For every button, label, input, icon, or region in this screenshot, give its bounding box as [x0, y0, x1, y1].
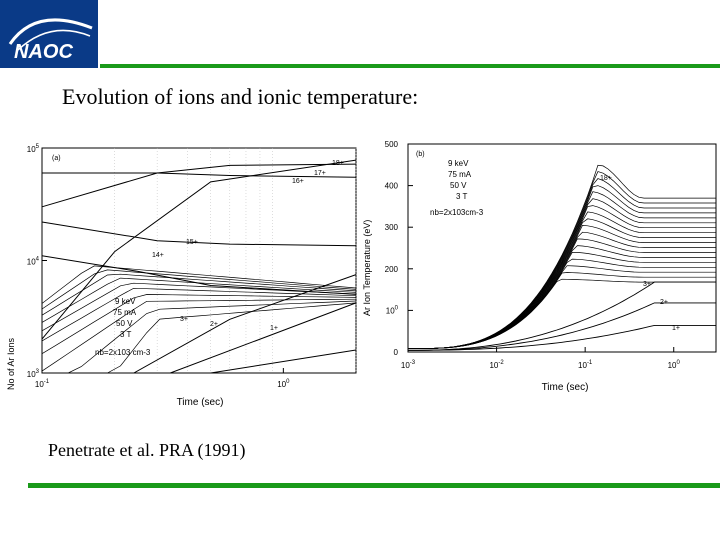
- param-energy: 9 keV: [115, 297, 136, 306]
- y-axis-label: Ar Ion Temperature (eV): [362, 219, 372, 316]
- series-line: [408, 266, 716, 349]
- series-line-intermediate: [42, 288, 356, 341]
- grid: [115, 148, 356, 373]
- series-line-16plus: [42, 173, 356, 177]
- series-line-1plus: [42, 350, 356, 373]
- series-line-intermediate: [42, 295, 356, 354]
- series-label-15: 15+: [186, 239, 198, 246]
- series-label-16: 16+: [292, 178, 304, 185]
- series-labels: [600, 175, 680, 332]
- series-line: [408, 199, 716, 349]
- naoc-logo: [0, 0, 98, 68]
- series-label-14: 14+: [152, 252, 164, 259]
- panel-label: (a): [52, 155, 61, 162]
- y-tick-label: $10^5$: [26, 144, 39, 154]
- series-label-2: 2+: [210, 321, 218, 328]
- param-voltage: 50 V: [450, 181, 467, 190]
- series-label-18: 18+: [332, 160, 344, 167]
- x-tick-label: $10^{-3}$: [400, 360, 416, 370]
- param-density: nb=2x103cm-3: [430, 208, 484, 217]
- param-density: nb=2x103 cm-3: [95, 348, 151, 357]
- series-line-3plus: [408, 282, 716, 350]
- y-tick-label: 0: [393, 348, 398, 357]
- param-field: 3 T: [120, 330, 132, 339]
- x-tick-label: $10^0$: [277, 379, 290, 389]
- param-voltage: 50 V: [116, 319, 133, 328]
- param-current: 75 mA: [448, 170, 472, 179]
- bottom-rule: [28, 483, 720, 488]
- params-box: [95, 297, 151, 357]
- series-label-18: 18+: [600, 175, 612, 182]
- panel-label: (b): [416, 151, 425, 158]
- series-curves: [42, 160, 356, 373]
- x-tick-label: $10^0$: [667, 360, 680, 370]
- param-field: 3 T: [456, 192, 468, 201]
- slide-title: Evolution of ions and ionic temperature:: [62, 84, 419, 109]
- series-line-17plus: [42, 164, 356, 207]
- chart-ion-numbers: [0, 140, 360, 412]
- series-line-18plus: [42, 160, 356, 339]
- x-axis-label: Time (sec): [176, 397, 224, 408]
- y-tick-label: $10^0$: [385, 305, 398, 316]
- series-line: [408, 273, 716, 349]
- series-line-15plus: [42, 222, 356, 246]
- y-tick-label: $10^3$: [26, 369, 39, 379]
- x-tick-label: $10^{-2}$: [489, 360, 504, 370]
- axis-ticks: [385, 140, 681, 370]
- y-axis-label: No of Ar Ions: [6, 337, 16, 390]
- series-curves: [408, 165, 716, 350]
- series-line-14plus: [42, 256, 356, 295]
- y-tick-label: 500: [384, 140, 398, 149]
- x-tick-label: $10^{-1}$: [578, 360, 593, 370]
- series-label-1: 1+: [672, 325, 680, 332]
- series-line: [408, 219, 716, 349]
- chart-ion-temperature: [360, 136, 720, 396]
- series-line-intermediate: [42, 266, 356, 304]
- x-tick-label: $10^{-1}$: [34, 379, 50, 389]
- logo-text: NAOC: [14, 41, 73, 63]
- series-label-3: 3+: [180, 316, 188, 323]
- y-tick-label: 400: [384, 181, 398, 191]
- y-tick-label: $10^4$: [26, 256, 39, 267]
- series-line-2plus: [408, 303, 716, 350]
- series-label-3: 3+: [643, 281, 651, 288]
- series-label-2: 2+: [660, 299, 668, 306]
- citation: Penetrate et al. PRA (1991): [48, 440, 246, 460]
- param-current: 75 mA: [113, 308, 137, 317]
- series-line: [408, 225, 716, 348]
- series-label-17: 17+: [314, 170, 326, 177]
- series-label-1: 1+: [270, 325, 278, 332]
- top-rule: [100, 64, 720, 68]
- y-tick-label: 300: [384, 223, 398, 233]
- x-axis-label: Time (sec): [541, 382, 589, 393]
- y-tick-label: 200: [384, 264, 398, 274]
- series-line: [408, 279, 716, 349]
- axis-ticks: [27, 144, 290, 389]
- series-line: [408, 232, 716, 349]
- params-box: [430, 159, 484, 217]
- param-energy: 9 keV: [448, 159, 469, 168]
